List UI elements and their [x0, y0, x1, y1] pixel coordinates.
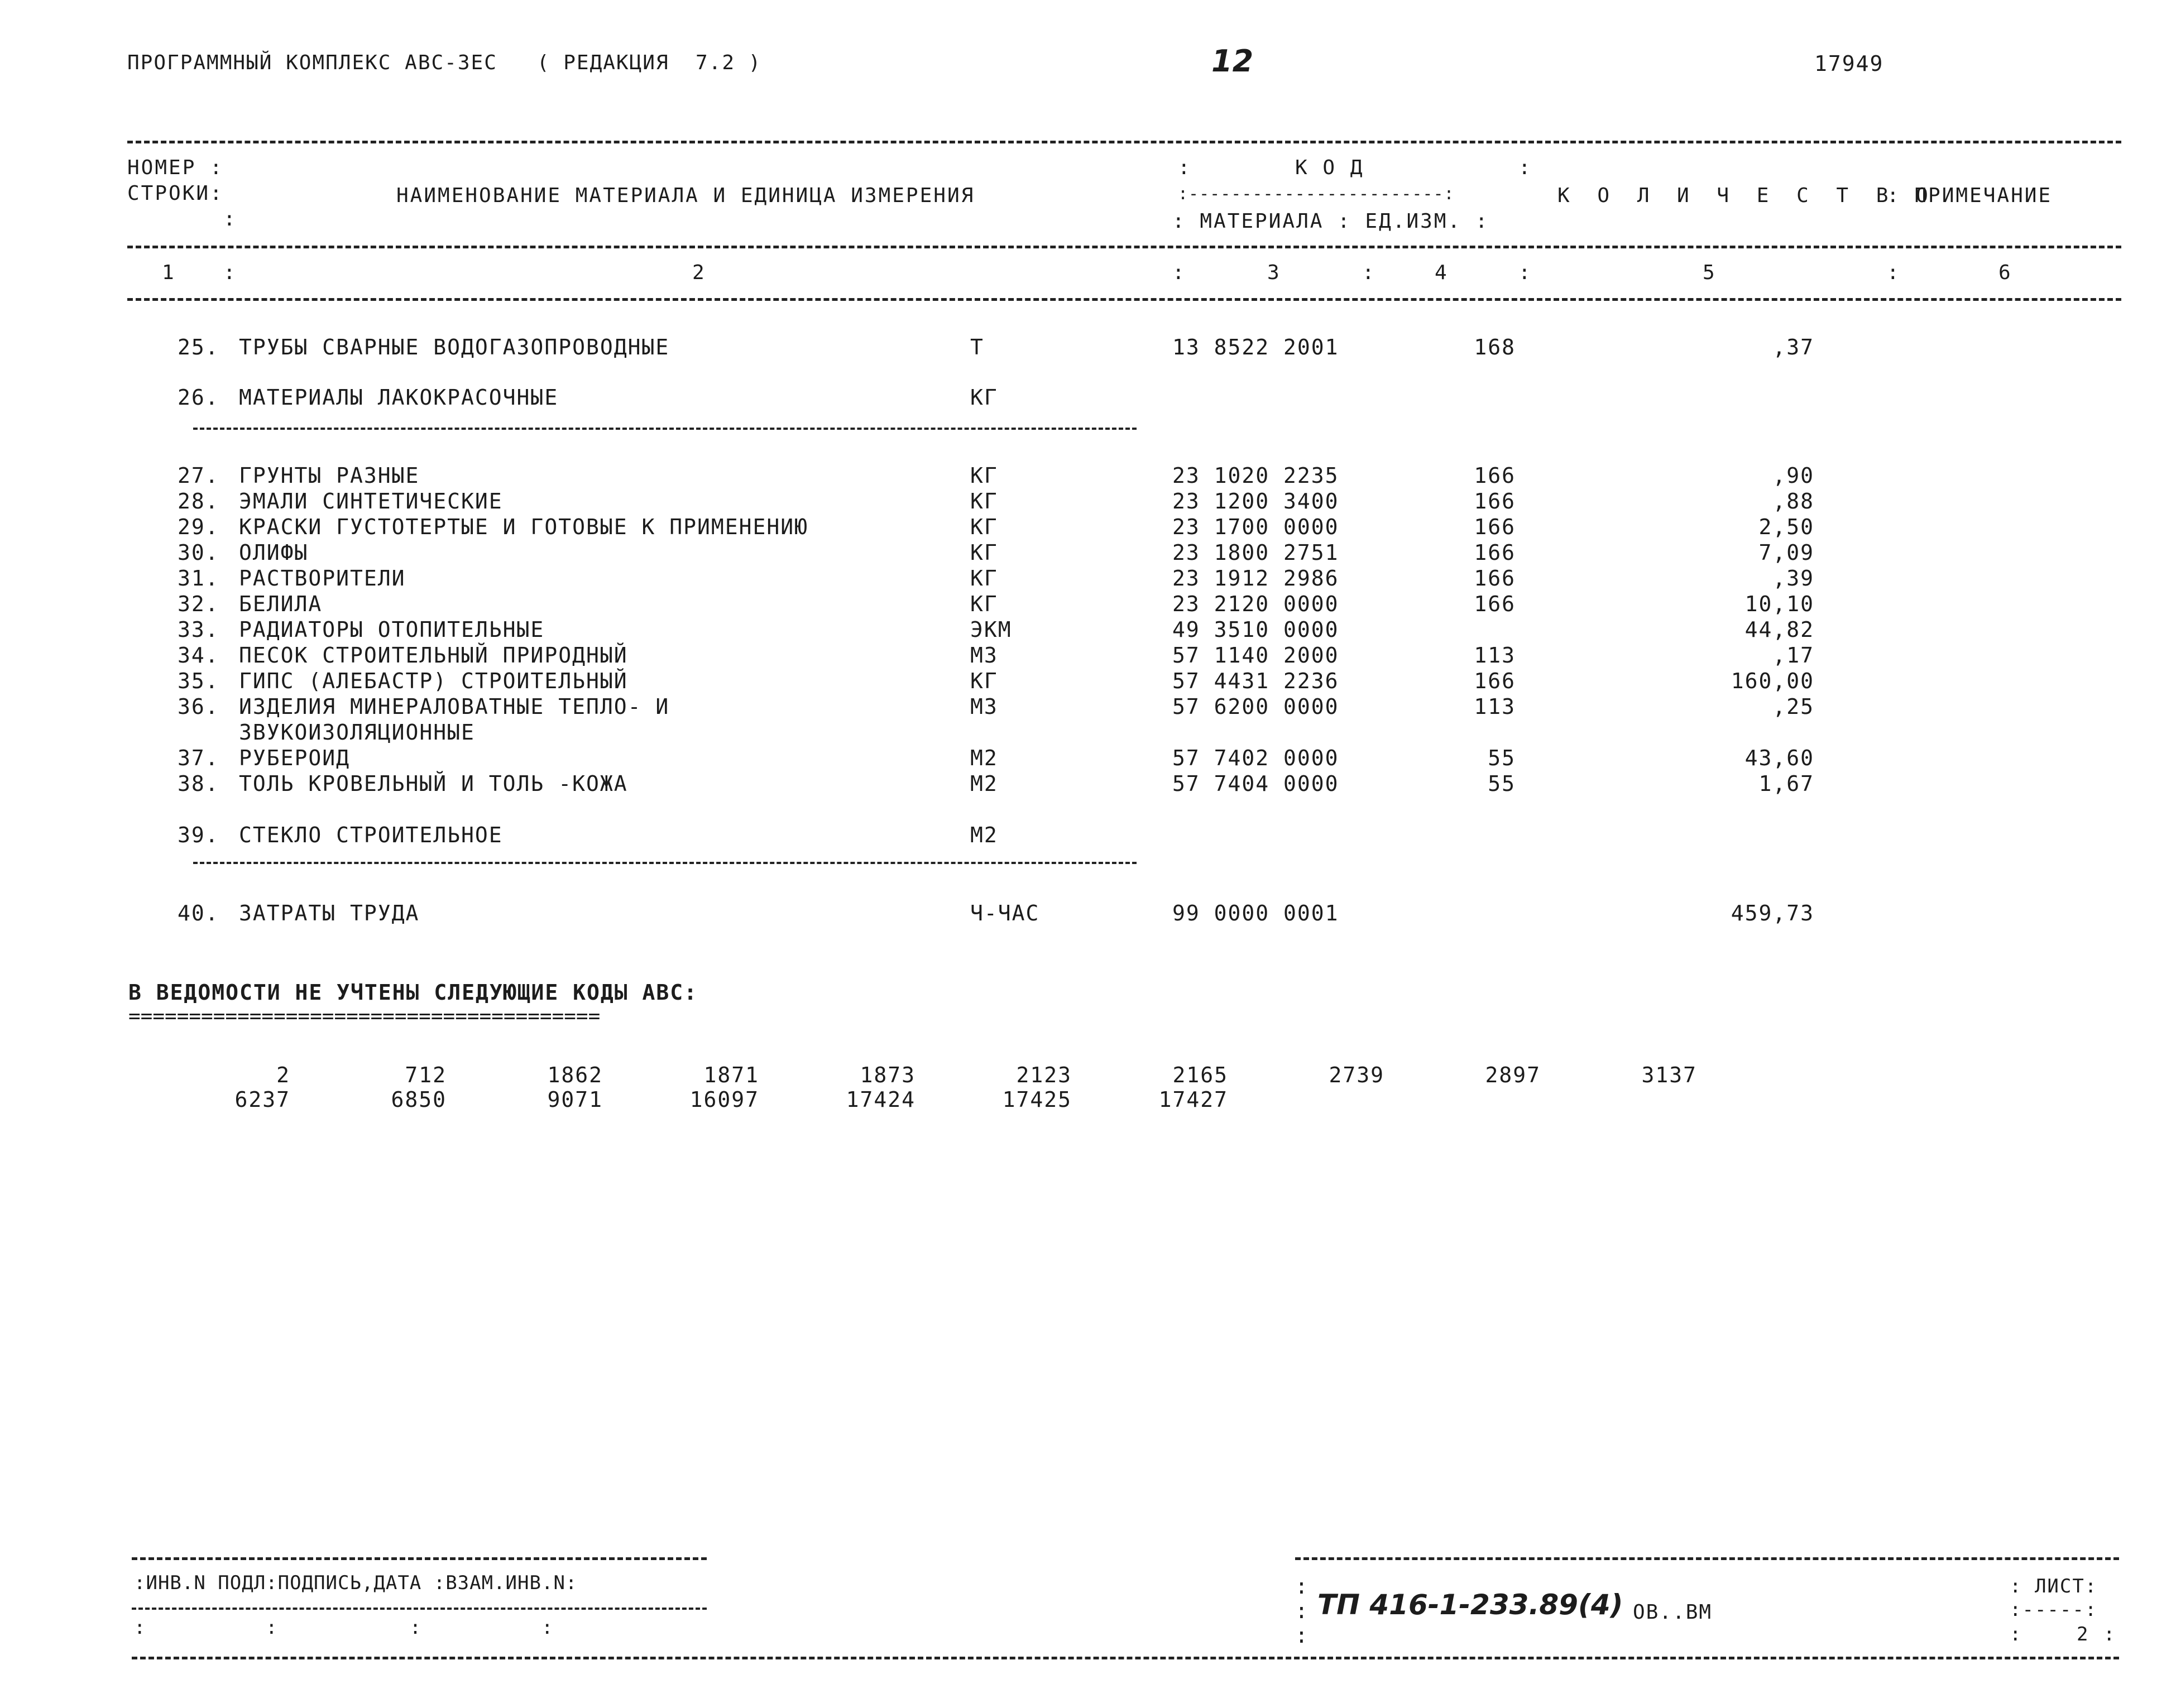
stamp-bottom-rule [132, 1657, 2119, 1659]
col-number-2: 2 [692, 261, 706, 284]
material-code: 57 7402 0000 [1172, 746, 1339, 770]
material-name: ГРУНТЫ РАЗНЫЕ [239, 463, 420, 488]
col-sep-3: : [1362, 261, 1376, 284]
row-number: 28. [178, 489, 219, 514]
note-label: : ПРИМЕЧАНИЕ [1887, 184, 2053, 207]
abs-code: 2739 [1329, 1063, 1384, 1087]
sheet-sep: :-----: [2010, 1599, 2098, 1621]
document-code-handwritten: ТП 416-1-233.89(4) [1317, 1589, 1623, 1621]
material-name: РУБЕРОИД [239, 746, 351, 770]
material-unit: Ч-ЧАС [970, 901, 1040, 925]
quantity-value: 10,10 [1744, 592, 1814, 616]
abs-code: 16097 [689, 1087, 759, 1112]
col-sep-1: : [223, 261, 237, 284]
stamp-left-mid-rule [132, 1608, 707, 1610]
material-name: ТОЛЬ КРОВЕЛЬНЫЙ И ТОЛЬ -КОЖА [239, 771, 628, 796]
material-name: ЗАТРАТЫ ТРУДА [239, 901, 420, 925]
unaccounted-title: В ВЕДОМОСТИ НЕ УЧТЕНЫ СЛЕДУЮЩИЕ КОДЫ АВС: [128, 980, 698, 1005]
col-number-6: 6 [1998, 261, 2012, 284]
material-code: 23 1800 2751 [1172, 540, 1339, 565]
header-top-rule [127, 141, 2121, 143]
material-name: ГИПС (АЛЕБАСТР) СТРОИТЕЛЬНЫЙ [239, 669, 628, 693]
material-unit: КГ [970, 385, 998, 410]
unit-code: 166 [1474, 463, 1516, 488]
material-code: 57 6200 0000 [1172, 694, 1339, 719]
quantity-value: 160,00 [1731, 669, 1814, 693]
material-unit: Т [970, 335, 984, 359]
quantity-value: ,39 [1772, 566, 1814, 591]
code-separator: :------------------------: [1178, 184, 1455, 204]
code-material-label: : МАТЕРИАЛА : ЕД.ИЗМ. : [1172, 210, 1489, 233]
material-unit: КГ [970, 566, 998, 591]
col-sep-2: : [1172, 261, 1186, 284]
material-code: 57 7404 0000 [1172, 771, 1339, 796]
quantity-value: 2,50 [1758, 515, 1814, 539]
abs-code: 6237 [234, 1087, 290, 1112]
stamp-left-header: :ИНВ.N ПОДЛ:ПОДПИСЬ,ДАТА :ВЗАМ.ИНВ.N: [134, 1572, 578, 1594]
col-number-5: 5 [1703, 261, 1717, 284]
quantity-value: ,88 [1772, 489, 1814, 514]
material-unit: КГ [970, 592, 998, 616]
material-name: РАСТВОРИТЕЛИ [239, 566, 406, 591]
unit-code: 55 [1488, 771, 1516, 796]
unit-code: 166 [1474, 540, 1516, 565]
material-code: 23 1912 2986 [1172, 566, 1339, 591]
material-unit: М3 [970, 643, 998, 668]
material-code: 23 2120 0000 [1172, 592, 1339, 616]
doc-number: 17949 [1814, 51, 1884, 76]
unaccounted-underline: ======================================= [128, 1005, 601, 1028]
abs-code: 2897 [1485, 1063, 1541, 1087]
row-number: 27. [178, 463, 219, 488]
unit-code: 166 [1474, 515, 1516, 539]
sheet-number: 2 [2077, 1623, 2089, 1645]
unit-code: 168 [1474, 335, 1516, 359]
row-number: 26. [178, 385, 219, 410]
abs-code: 2 [276, 1063, 290, 1087]
material-unit: КГ [970, 669, 998, 693]
row-number: 29. [178, 515, 219, 539]
quantity-value: ,25 [1772, 694, 1814, 719]
row-number: 39. [178, 823, 219, 847]
material-code: 99 0000 0001 [1172, 901, 1339, 925]
material-code: 49 3510 0000 [1172, 617, 1339, 642]
abs-code: 2165 [1172, 1063, 1228, 1087]
code-label: К О Д [1295, 156, 1364, 179]
row-no-label-2: СТРОКИ: [127, 182, 224, 205]
stamp-left-top-rule [132, 1557, 707, 1560]
col-number-4: 4 [1435, 261, 1449, 284]
page-number: 12 [1211, 44, 1254, 79]
abs-code: 6850 [391, 1087, 447, 1112]
material-unit: ЭКМ [970, 617, 1012, 642]
material-name: РАДИАТОРЫ ОТОПИТЕЛЬНЫЕ [239, 617, 545, 642]
row-number: 25. [178, 335, 219, 359]
quantity-value: 44,82 [1744, 617, 1814, 642]
quantity-value: ,90 [1772, 463, 1814, 488]
code-colon-left: : [1178, 156, 1192, 179]
material-name: ОЛИФЫ [239, 540, 309, 565]
abs-code: 9071 [547, 1087, 603, 1112]
material-code: 57 1140 2000 [1172, 643, 1339, 668]
row-number: 34. [178, 643, 219, 668]
abs-code: 2123 [1016, 1063, 1072, 1087]
material-code: 57 4431 2236 [1172, 669, 1339, 693]
stamp-code-colon-1: : [1295, 1574, 1309, 1599]
unit-code: 113 [1474, 694, 1516, 719]
abs-code: 1871 [703, 1063, 759, 1087]
abs-code: 712 [405, 1063, 447, 1087]
group-rule-paints [193, 428, 1137, 430]
material-code: 23 1200 3400 [1172, 489, 1339, 514]
material-unit: М2 [970, 746, 998, 770]
row-number: 33. [178, 617, 219, 642]
abs-code: 3137 [1641, 1063, 1697, 1087]
material-code: 23 1700 0000 [1172, 515, 1339, 539]
unit-code: 166 [1474, 566, 1516, 591]
row-no-label-3: : [223, 208, 237, 231]
stamp-left-cells: : : : : [134, 1616, 554, 1639]
col-number-1: 1 [162, 261, 176, 284]
sheet-colon-right: : [2103, 1623, 2116, 1645]
unit-code: 113 [1474, 643, 1516, 668]
col-number-3: 3 [1267, 261, 1281, 284]
group-rule-glass [193, 862, 1137, 864]
unit-code: 166 [1474, 669, 1516, 693]
row-number: 31. [178, 566, 219, 591]
quantity-value: ,37 [1772, 335, 1814, 359]
material-name: ПЕСОК СТРОИТЕЛЬНЫЙ ПРИРОДНЫЙ [239, 643, 628, 668]
quantity-label: К О Л И Ч Е С Т В О [1557, 184, 1936, 207]
material-name: КРАСКИ ГУСТОТЕРТЫЕ И ГОТОВЫЕ К ПРИМЕНЕНИЮ [239, 515, 808, 539]
quantity-value: 1,67 [1758, 771, 1814, 796]
material-unit: КГ [970, 515, 998, 539]
code-colon-right: : [1518, 156, 1532, 179]
row-number: 36. [178, 694, 219, 719]
quantity-value: ,17 [1772, 643, 1814, 668]
sheet-label: : ЛИСТ: [2010, 1575, 2098, 1597]
abs-code: 17427 [1158, 1087, 1228, 1112]
material-name-continued: ЗВУКОИЗОЛЯЦИОННЫЕ [239, 720, 475, 745]
quantity-value: 459,73 [1731, 901, 1814, 925]
material-name: ТРУБЫ СВАРНЫЕ ВОДОГАЗОПРОВОДНЫЕ [239, 335, 670, 359]
quantity-value: 43,60 [1744, 746, 1814, 770]
abs-code: 17424 [846, 1087, 916, 1112]
material-unit: КГ [970, 489, 998, 514]
unit-code: 166 [1474, 489, 1516, 514]
row-number: 38. [178, 771, 219, 796]
material-name: СТЕКЛО СТРОИТЕЛЬНОЕ [239, 823, 503, 847]
abs-code: 1862 [547, 1063, 603, 1087]
row-number: 35. [178, 669, 219, 693]
header-mid-rule [127, 246, 2121, 248]
material-code: 13 8522 2001 [1172, 335, 1339, 359]
material-unit: М2 [970, 771, 998, 796]
abs-code: 17425 [1002, 1087, 1072, 1112]
material-name: ЭМАЛИ СИНТЕТИЧЕСКИЕ [239, 489, 503, 514]
row-no-label-1: НОМЕР : [127, 156, 224, 179]
material-unit: М3 [970, 694, 998, 719]
header-bottom-rule [127, 298, 2121, 301]
unit-code: 166 [1474, 592, 1516, 616]
col-sep-4: : [1518, 261, 1532, 284]
material-unit: КГ [970, 463, 998, 488]
document-code-suffix: ОВ..ВМ [1633, 1601, 1713, 1624]
sheet-colon: : [2010, 1623, 2022, 1645]
name-column-label: НАИМЕНОВАНИЕ МАТЕРИАЛА И ЕДИНИЦА ИЗМЕРЕНИЯ [396, 184, 975, 207]
unit-code: 55 [1488, 746, 1516, 770]
material-name: ИЗДЕЛИЯ МИНЕРАЛОВАТНЫЕ ТЕПЛО- И [239, 694, 670, 719]
row-number: 37. [178, 746, 219, 770]
program-title: ПРОГРАММНЫЙ КОМПЛЕКС АВС-3ЕС ( РЕДАКЦИЯ 7.2 ) [127, 51, 762, 74]
material-name: МАТЕРИАЛЫ ЛАКОКРАСОЧНЫЕ [239, 385, 559, 410]
material-code: 23 1020 2235 [1172, 463, 1339, 488]
material-unit: КГ [970, 540, 998, 565]
stamp-right-top-rule [1295, 1557, 2119, 1560]
quantity-value: 7,09 [1758, 540, 1814, 565]
col-sep-5: : [1887, 261, 1901, 284]
material-name: БЕЛИЛА [239, 592, 323, 616]
stamp-code-colon-2: : [1295, 1599, 1309, 1623]
stamp-code-colon-3: : [1295, 1623, 1309, 1648]
abs-code: 1873 [860, 1063, 916, 1087]
row-number: 40. [178, 901, 219, 925]
material-unit: М2 [970, 823, 998, 847]
row-number: 30. [178, 540, 219, 565]
row-number: 32. [178, 592, 219, 616]
